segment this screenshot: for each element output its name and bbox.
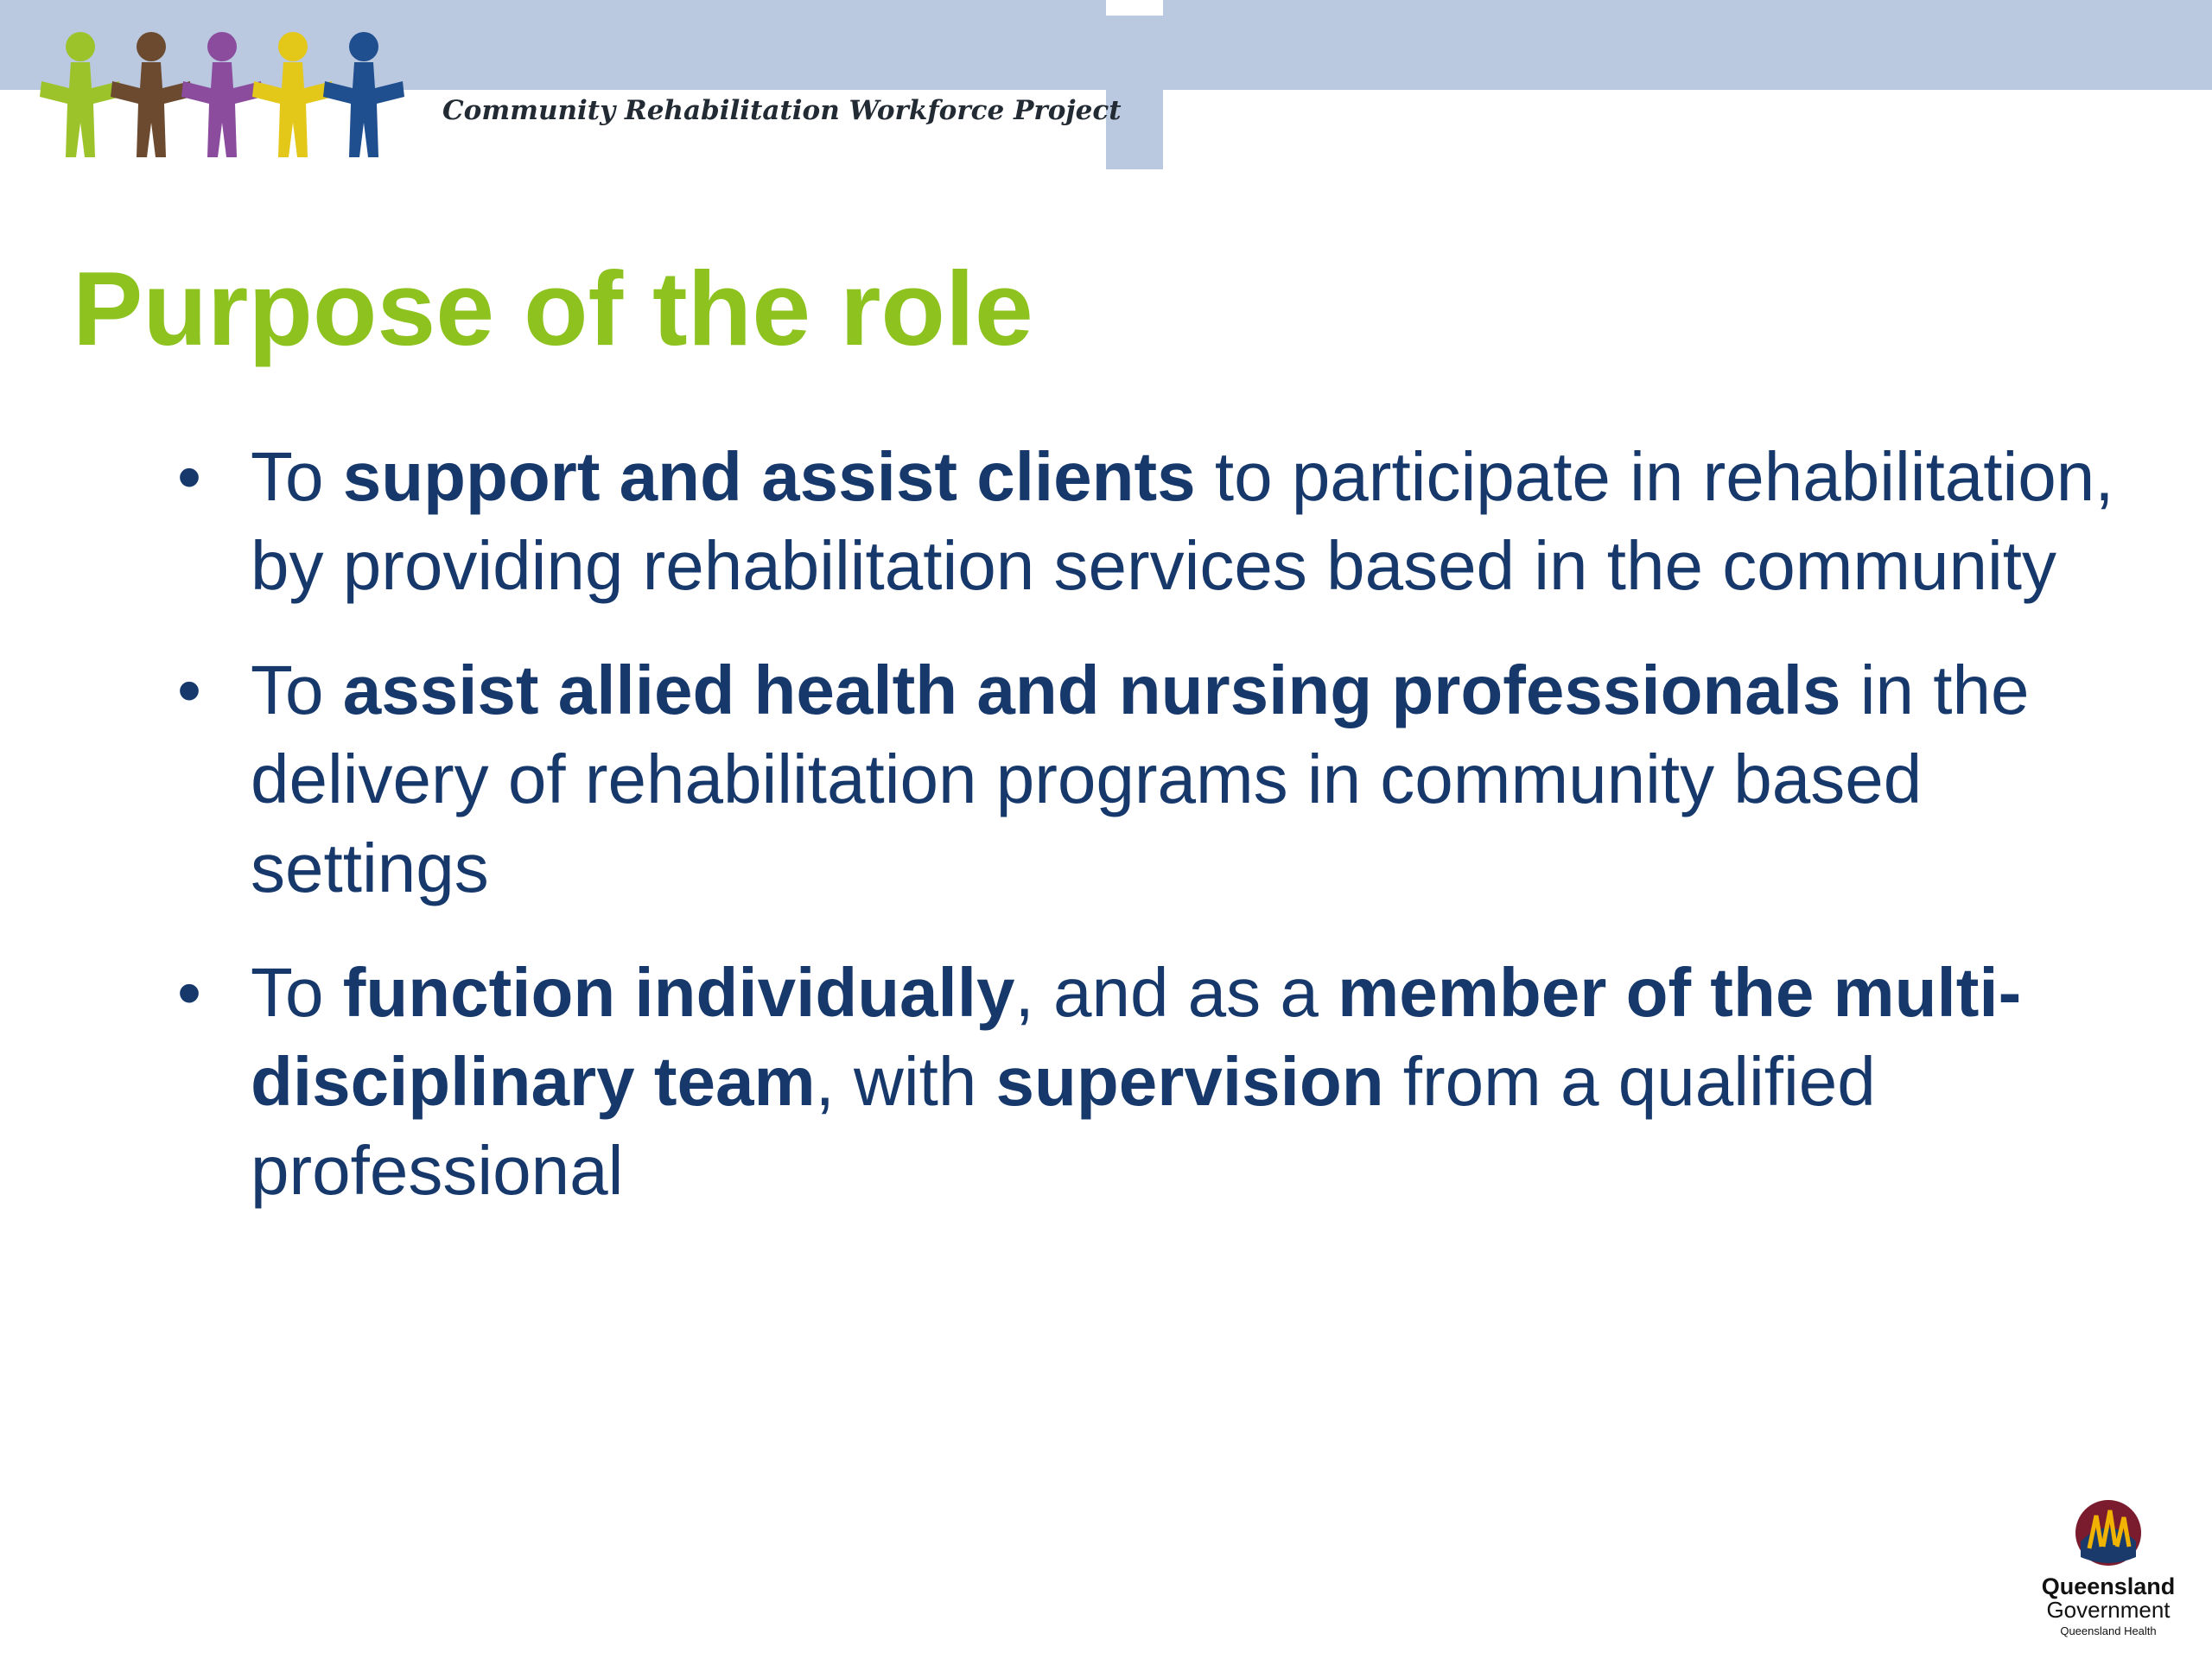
bullet-dot: •	[177, 954, 202, 1031]
header-bar-notch	[1106, 16, 1163, 169]
qld-logo-line3: Queensland Health	[2060, 1624, 2157, 1637]
qld-logo-line2: Government	[2046, 1597, 2171, 1623]
bullet-text: To assist allied health and nursing professionals in the delivery of rehabilitation programs in community based settings	[251, 652, 2030, 906]
slide-title: Purpose of the role	[73, 250, 1033, 367]
bullet-item	[177, 432, 2130, 610]
person-figure-icon	[40, 32, 121, 157]
bullet-item	[177, 948, 2130, 1215]
queensland-emblem-icon	[2072, 1497, 2145, 1569]
people-figures-logo-icon	[33, 28, 448, 175]
header-bar-right	[1163, 0, 2212, 90]
project-name: Community Rehabilitation Workforce Project	[442, 95, 1122, 126]
queensland-government-logo	[2039, 1497, 2177, 1652]
qld-logo-line1: Queensland	[2041, 1573, 2176, 1599]
bullet-dot: •	[177, 652, 202, 728]
bullet-text: To support and assist clients to participate in rehabilitation, by providing rehabilitation services based in the community	[251, 438, 2114, 604]
person-figure-icon	[111, 32, 192, 157]
bullet-list	[177, 432, 2130, 1250]
person-figure-icon	[181, 32, 263, 157]
person-figure-icon	[323, 32, 404, 157]
bullet-item	[177, 645, 2130, 912]
bullet-text: To function individually, and as a member of the multi-disciplinary team, with supervision from a qualified professional	[251, 954, 2022, 1209]
bullet-dot: •	[177, 438, 202, 515]
person-figure-icon	[252, 32, 334, 157]
